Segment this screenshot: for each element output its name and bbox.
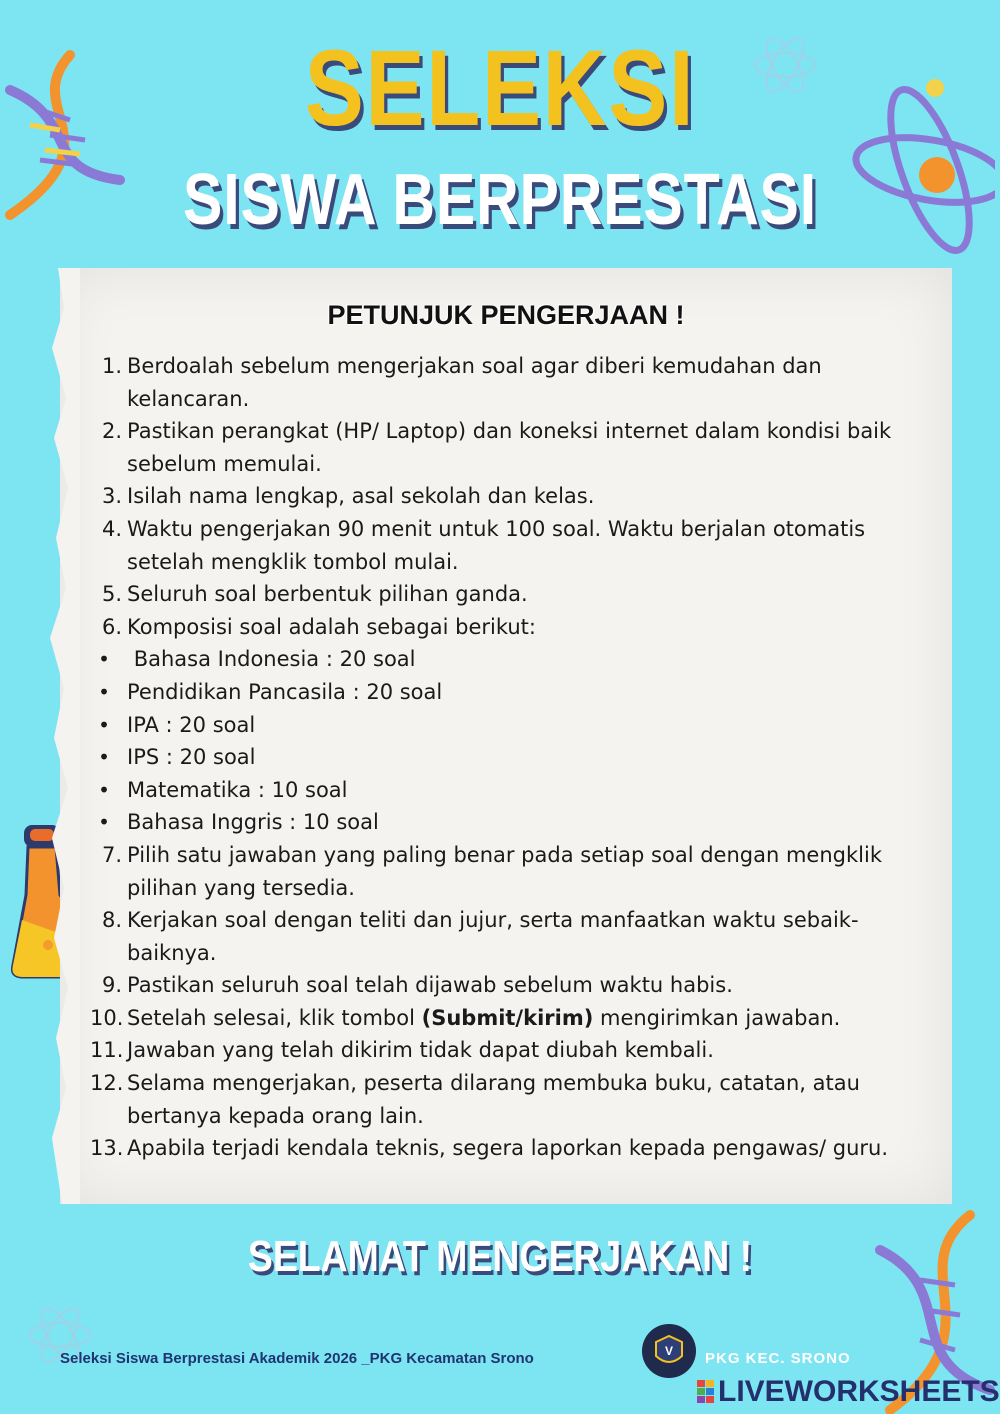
brand-liveworksheets[interactable]: LIVEWORKSHEETS <box>718 1375 1000 1408</box>
instruction-item <box>90 415 920 480</box>
item-text: Bahasa Indonesia : 20 soal <box>127 647 416 672</box>
item-text: Bahasa Inggris : 10 soal <box>127 810 379 835</box>
item-text: Berdoalah sebelum mengerjakan soal agar diberi kemudahan dan kelancaran. <box>127 354 829 411</box>
item-marker: 2. <box>101 419 122 444</box>
item-marker: • <box>98 679 110 704</box>
footer-event: Seleksi Siswa Berprestasi Akademik 2026 _PKG Kecamatan Srono <box>60 1350 534 1367</box>
item-text: Pilih satu jawaban yang paling benar pada setiap soal dengan mengklik pilihan yang tersedia. <box>127 842 889 900</box>
item-marker: 11. <box>90 1038 124 1063</box>
instruction-item <box>90 513 920 578</box>
item-text: Apabila terjadi kendala teknis, segera laporkan kepada pengawas/ guru. <box>127 1136 889 1161</box>
item-marker: • <box>98 777 110 802</box>
svg-text:V: V <box>664 1344 674 1358</box>
item-marker: 9. <box>101 973 122 998</box>
item-text: mengirimkan jawaban. <box>593 1005 841 1030</box>
school-logo <box>640 1322 698 1380</box>
bullet-item <box>90 676 920 709</box>
item-text: Matematika : 10 soal <box>127 777 348 802</box>
liveworksheets-logo-icon <box>697 1380 715 1404</box>
instruction-item <box>90 480 920 513</box>
instruction-item <box>90 1067 920 1132</box>
item-text: Pendidikan Pancasila : 20 soal <box>127 679 443 704</box>
item-marker: 12. <box>90 1071 124 1096</box>
title-sub: SISWA BERPRESTASI <box>183 160 817 240</box>
item-marker: • <box>98 647 110 672</box>
bullet-item <box>90 806 920 839</box>
item-marker: • <box>98 745 110 770</box>
item-text: Komposisi soal adalah sebagai berikut: <box>127 614 536 639</box>
item-text: Isilah nama lengkap, asal sekolah dan kelas. <box>127 484 595 509</box>
item-marker: 10. <box>90 1005 124 1030</box>
instruction-item <box>90 1034 920 1067</box>
item-text-bold: (Submit/kirim) <box>421 1005 594 1030</box>
instruction-item <box>90 904 920 969</box>
item-text: IPS : 20 soal <box>127 745 256 770</box>
item-text: Setelah selesai, klik tombol <box>127 1005 422 1030</box>
instructions-heading: PETUNJUK PENGERJAAN ! <box>327 300 685 330</box>
closing-text: SELAMAT MENGERJAKAN ! <box>247 1232 753 1281</box>
instruction-item <box>90 1132 920 1165</box>
item-text: Jawaban yang telah dikirim tidak dapat diubah kembali. <box>127 1038 714 1063</box>
bullet-item <box>90 741 920 774</box>
instruction-item <box>90 578 920 611</box>
item-marker: 4. <box>101 516 122 541</box>
item-text: Selama mengerjakan, peserta dilarang membuka buku, catatan, atau bertanya kepada orang lain. <box>127 1071 867 1128</box>
item-text: Kerjakan soal dengan teliti dan jujur, serta manfaatkan waktu sebaik-baiknya. <box>127 908 859 965</box>
instruction-item <box>90 969 920 1002</box>
item-marker: 1. <box>101 354 122 378</box>
item-text: Waktu pengerjakan 90 menit untuk 100 soal. Waktu berjalan otomatis setelah mengklik tombol mulai. <box>127 516 872 574</box>
item-marker: 3. <box>101 484 122 509</box>
instructions-list <box>90 350 920 1165</box>
item-marker: 8. <box>101 908 122 933</box>
bullet-item <box>90 774 920 807</box>
title-main: SELEKSI <box>304 27 696 148</box>
item-text: Pastikan perangkat (HP/ Laptop) dan koneksi internet dalam kondisi baik sebelum memulai. <box>127 419 898 476</box>
item-text: Seluruh soal berbentuk pilihan ganda. <box>127 582 528 607</box>
item-marker: 13. <box>90 1136 124 1161</box>
bullet-item <box>90 709 920 742</box>
item-text: Pastikan seluruh soal telah dijawab sebelum waktu habis. <box>127 973 733 998</box>
item-marker: 5. <box>101 582 122 607</box>
item-marker: 6. <box>101 614 122 639</box>
instruction-item <box>90 1002 920 1035</box>
footer-org: PKG KEC. SRONO <box>705 1350 851 1367</box>
bullet-item <box>90 643 920 676</box>
instruction-item <box>90 611 920 644</box>
item-marker: • <box>98 810 110 835</box>
instruction-item <box>90 350 920 415</box>
torn-edge <box>44 268 80 1204</box>
item-marker: 7. <box>101 842 122 867</box>
item-marker: • <box>98 712 110 737</box>
instruction-item <box>90 839 920 904</box>
item-text: IPA : 20 soal <box>127 712 256 737</box>
